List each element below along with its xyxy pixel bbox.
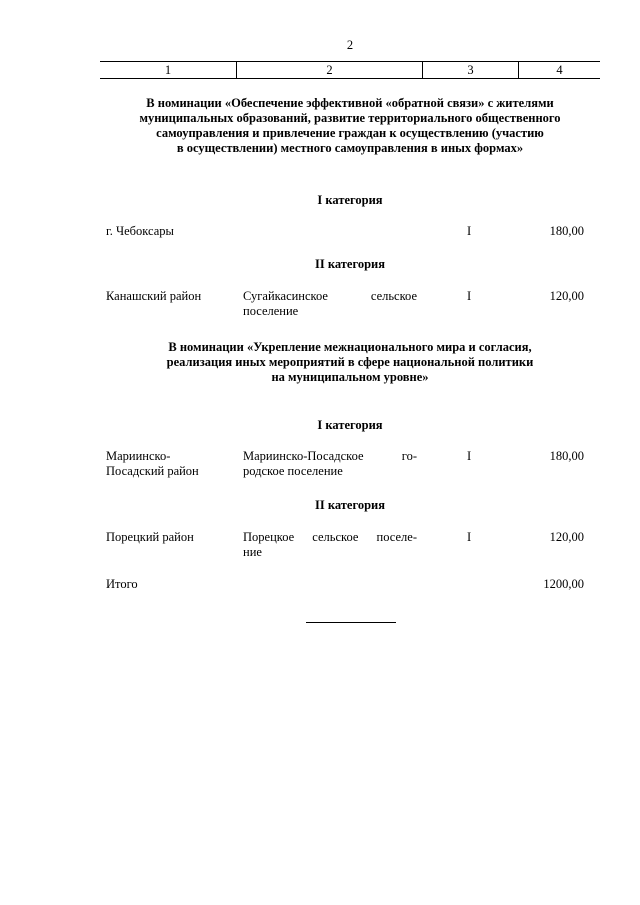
region-name: Посадский район <box>106 464 199 478</box>
amount-cell: 120,00 <box>549 530 584 544</box>
category-cell: I <box>467 289 472 303</box>
closing-divider <box>306 622 396 623</box>
category-heading: II категория <box>314 257 385 271</box>
region-cell <box>106 289 231 304</box>
settlement-cell <box>243 289 417 319</box>
heading-line: в осуществлении) местного самоуправления в иных формах» <box>176 141 524 155</box>
settlement-line: ние <box>243 545 262 559</box>
region-cell <box>106 224 231 239</box>
column-number-4: 4 <box>556 63 563 77</box>
heading-line: В номинации «Обеспечение эффективной «обратной связи» с жителями <box>146 96 554 110</box>
heading-line: муниципальных образований, развитие территориального общественного <box>139 111 561 125</box>
table-row <box>106 289 600 321</box>
region-name: Мариинско- <box>106 449 171 463</box>
column-number-3: 3 <box>423 62 519 78</box>
table-row <box>106 224 600 256</box>
region-cell <box>106 530 231 545</box>
region-name: Канашский район <box>106 289 202 303</box>
total-amount: 1200,00 <box>543 577 584 591</box>
amount-cell: 180,00 <box>549 224 584 238</box>
page-number: 2 <box>346 38 354 52</box>
amount-cell: 180,00 <box>549 449 584 463</box>
category-cell: I <box>467 530 472 544</box>
heading-line: самоуправления и привлечение граждан к осуществлению (участию <box>156 126 544 140</box>
region-name: г. Чебоксары <box>106 224 174 238</box>
settlement-line: родское поселение <box>243 464 343 478</box>
table-row <box>106 530 600 562</box>
category-heading: II категория <box>314 498 385 512</box>
category-cell: I <box>467 449 472 463</box>
region-name: Порецкий район <box>106 530 194 544</box>
heading-line: на муниципальном уровне» <box>271 370 429 384</box>
settlement-cell <box>243 449 417 479</box>
total-label: Итого <box>106 577 138 591</box>
region-cell <box>106 449 231 479</box>
heading-line: В номинации «Укрепление межнационального мира и согласия, <box>168 340 532 354</box>
settlement-line: Сугайкасинское сельское <box>243 289 417 303</box>
amount-cell: 120,00 <box>549 289 584 303</box>
settlement-cell <box>243 530 417 560</box>
category-heading: I категория <box>317 418 383 432</box>
settlement-line: Порецкое сельское поселе- <box>243 530 417 544</box>
heading-line: реализация иных мероприятий в сфере национальной политики <box>166 355 534 369</box>
table-row <box>106 449 600 481</box>
settlement-line: поселение <box>243 304 299 318</box>
settlement-line: Мариинско-Посадское го- <box>243 449 417 463</box>
category-cell: I <box>467 224 472 238</box>
nomination-2-heading <box>90 340 610 385</box>
category-heading: I категория <box>317 193 383 207</box>
column-number-1: 1 <box>100 62 237 78</box>
column-number-header <box>100 61 600 79</box>
total-row <box>106 577 600 609</box>
column-number-2: 2 <box>237 62 423 78</box>
nomination-1-heading <box>90 96 610 156</box>
